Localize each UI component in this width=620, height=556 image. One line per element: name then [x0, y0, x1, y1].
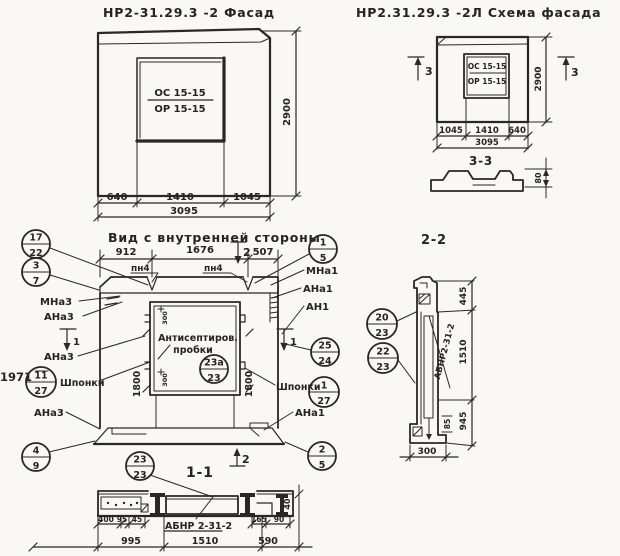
- section-2-2-dim-foot: 85: [443, 418, 452, 430]
- svg-text:7: 7: [32, 276, 40, 287]
- svg-text:23: 23: [133, 454, 147, 466]
- facade-dim-total: 3095: [170, 206, 198, 217]
- svg-text:1: 1: [319, 237, 327, 249]
- section-1-1-dim-95: 95: [116, 515, 128, 524]
- facade-view: [94, 5, 301, 221]
- inner-dim-top-right: 507: [252, 247, 274, 258]
- scheme-dim-mid: 1410: [475, 126, 499, 136]
- svg-text:17: 17: [29, 232, 43, 244]
- scheme-dim-left: 1045: [439, 126, 463, 136]
- label-mna3: МНа3: [40, 297, 73, 308]
- scheme-dim-height: 2900: [534, 66, 544, 92]
- section-3-3-profile: [431, 171, 523, 191]
- section-mark-1-left: [60, 329, 80, 351]
- section-1-1-dim-45: 45: [131, 515, 143, 524]
- facade-dim-height: 2900: [282, 98, 293, 126]
- section-1-1-dim-165: 165: [251, 515, 267, 524]
- section-3-3: [431, 154, 552, 198]
- svg-text:25: 25: [318, 340, 332, 352]
- facade-scheme-view: [356, 5, 601, 152]
- section-3-3-dim-thickness: 80: [534, 172, 543, 184]
- svg-text:1: 1: [73, 337, 80, 348]
- loop-mark-2: пн4: [204, 264, 223, 274]
- balloon-23-23: [126, 452, 154, 481]
- label-ana3-3: АНа3: [34, 408, 64, 419]
- section-mark-2-bottom: [230, 448, 250, 466]
- label-keys-left: Шпонки: [60, 378, 105, 389]
- label-mna1: МНа1: [306, 266, 339, 277]
- svg-text:3: 3: [571, 66, 579, 79]
- section-1-1-dim-90: 90: [273, 515, 285, 524]
- section-1-1-dim-995: 995: [121, 536, 141, 547]
- section-2-2: [397, 233, 476, 461]
- facade-dim-left: 640: [106, 192, 128, 203]
- svg-text:23: 23: [375, 328, 389, 339]
- svg-text:23: 23: [376, 362, 390, 373]
- section-2-2-title: 2-2: [421, 233, 447, 248]
- svg-text:20: 20: [375, 312, 389, 324]
- svg-text:4: 4: [32, 445, 40, 457]
- section-2-2-part-mark: АБНР2-31-2: [432, 322, 458, 381]
- section-1-1-title: 1-1: [186, 465, 214, 481]
- inner-dim-corner-top: 300: [161, 311, 169, 325]
- label-an1: АН1: [306, 302, 330, 313]
- svg-text:22: 22: [376, 346, 390, 358]
- svg-text:27: 27: [317, 396, 331, 407]
- label-keys-right: Шпонки: [276, 382, 321, 393]
- balloon-20-23: [367, 309, 397, 339]
- balloon-17-22: [22, 230, 50, 259]
- svg-text:1: 1: [320, 380, 328, 392]
- inner-dim-corner-bottom: 300: [161, 373, 169, 387]
- balloon-4-9: [22, 443, 50, 472]
- section-1-1-dim-590: 590: [258, 536, 278, 547]
- facade-dim-right: 1045: [233, 192, 261, 203]
- svg-text:9: 9: [32, 461, 40, 472]
- inner-dim-window-left: 1800: [132, 370, 143, 398]
- loop-mark-1: пн4: [131, 264, 150, 274]
- section-mark-3-right: [558, 57, 579, 80]
- svg-text:24: 24: [318, 356, 332, 367]
- section-2-2-dim-top: 445: [459, 286, 469, 306]
- balloon-11-27: [26, 367, 56, 397]
- section-1-1-dim-40: 40: [283, 498, 292, 510]
- balloon-1-5: [309, 235, 337, 264]
- balloon-25-24: [311, 338, 339, 367]
- panel-body: [100, 293, 278, 428]
- facade-window-mark-top: ОС 15-15: [154, 88, 206, 99]
- scheme-dim-total: 3095: [475, 138, 499, 148]
- svg-text:2: 2: [242, 453, 250, 466]
- svg-text:3: 3: [425, 65, 433, 78]
- section-3-3-title: 3-3: [468, 154, 494, 168]
- section-1-1-dim-1510: 1510: [191, 536, 219, 547]
- inner-side-view: [0, 230, 338, 466]
- section-mark-3-left: [408, 57, 433, 80]
- section-1-1-dim-400: 400: [98, 515, 114, 524]
- section-1-1: [29, 465, 312, 551]
- label-ana3-2: АНа3: [44, 352, 74, 363]
- balloon-23a-23: [200, 355, 228, 384]
- label-ana1-2: АНа1: [295, 408, 325, 419]
- inner-dim-top-mid: 1676: [186, 245, 214, 256]
- facade-dim-mid: 1410: [166, 192, 194, 203]
- balloon-3-7: [22, 258, 50, 287]
- svg-text:2: 2: [243, 246, 251, 259]
- section-2-2-dim-mid: 1510: [459, 339, 469, 365]
- section-1-1-part-mark: АБНР 2-31-2: [165, 521, 233, 532]
- label-ana1-1: АНа1: [303, 284, 333, 295]
- svg-text:3: 3: [32, 260, 40, 272]
- scheme-window-mark-bottom: ОР 15-15: [467, 77, 507, 86]
- svg-text:1: 1: [290, 337, 297, 348]
- svg-text:27: 27: [34, 386, 48, 397]
- svg-text:23: 23: [207, 373, 221, 384]
- note-line2: пробки: [173, 345, 213, 356]
- facade-window-mark-bottom: ОР 15-15: [154, 104, 206, 115]
- scheme-window-mark-top: ОС 15-15: [467, 62, 507, 71]
- inner-dim-top-left: 912: [115, 247, 137, 258]
- svg-text:23а: 23а: [204, 357, 224, 369]
- scheme-dim-right: 640: [508, 126, 526, 136]
- svg-text:11: 11: [34, 370, 48, 382]
- inner-view-title: Вид с внутренней стороны: [108, 230, 321, 245]
- scheme-window: [464, 54, 509, 98]
- balloon-22-23: [368, 343, 398, 373]
- svg-text:23: 23: [133, 470, 147, 481]
- facade-title: НР2-31.29.3 -2 Фасад: [103, 5, 275, 20]
- svg-text:2: 2: [318, 444, 326, 456]
- svg-text:22: 22: [29, 248, 43, 259]
- svg-text:5: 5: [318, 460, 326, 471]
- inner-dim-window-right: 1800: [244, 370, 255, 398]
- section-mark-1-right: [277, 329, 297, 351]
- balloon-1-27: [309, 377, 339, 407]
- svg-text:5: 5: [319, 253, 327, 264]
- panel-top-band: [100, 277, 278, 293]
- section-2-2-dim-bottom: 945: [459, 411, 469, 431]
- balloon-2-5: [308, 442, 336, 471]
- label-ana3-1: АНа3: [44, 312, 74, 323]
- year-stamp: 1971: [0, 370, 33, 384]
- section-2-2-dim-width: 300: [417, 447, 437, 457]
- scheme-title: НР2.31.29.3 -2Л Схема фасада: [356, 5, 602, 20]
- note-line1: Антисептиров.: [158, 333, 238, 344]
